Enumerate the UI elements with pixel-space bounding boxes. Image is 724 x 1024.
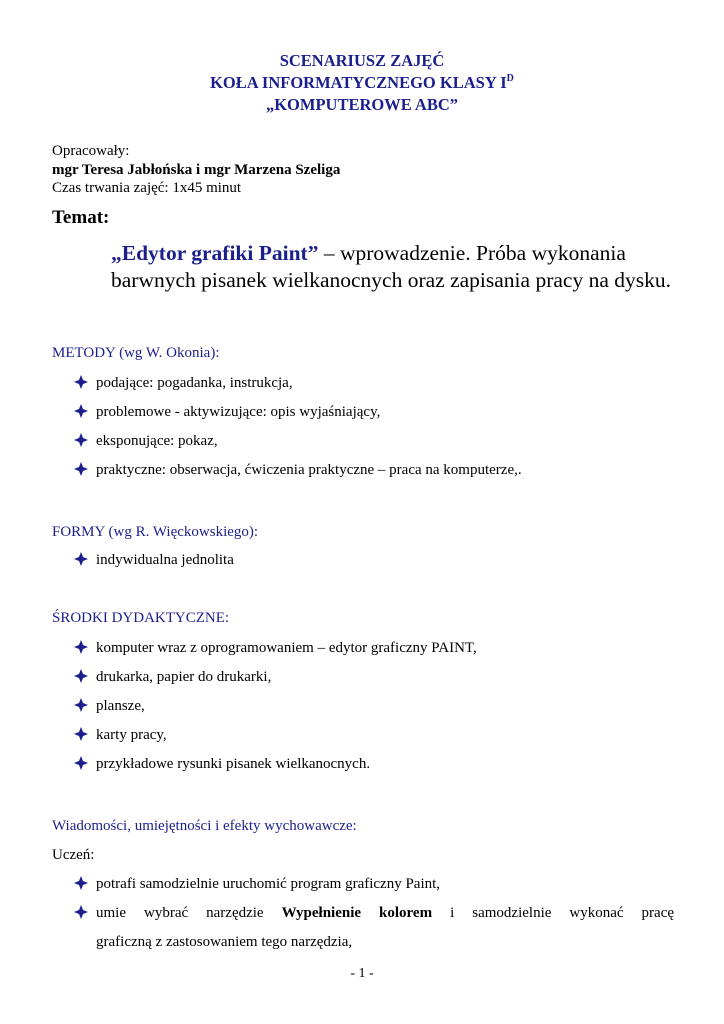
document-title bbox=[0, 50, 724, 116]
list-item: plansze, bbox=[74, 692, 674, 721]
student-label: Uczeń: bbox=[52, 847, 95, 863]
list-item: praktyczne: obserwacja, ćwiczenia praktyczne – praca na komputerze,. bbox=[74, 456, 674, 485]
list-item: indywidualna jednolita bbox=[74, 546, 674, 575]
outcome-line-2: graficzną z zastosowaniem tego narzędzia, bbox=[96, 934, 353, 950]
list-item: przykładowe rysunki pisanek wielkanocnych. bbox=[74, 750, 674, 779]
diamond-bullet-icon bbox=[74, 692, 88, 721]
diamond-bullet-icon bbox=[74, 369, 88, 398]
diamond-bullet-icon bbox=[74, 750, 88, 779]
topic-text bbox=[111, 240, 681, 294]
author-label: Opracowały: bbox=[52, 143, 130, 159]
diamond-bullet-icon bbox=[74, 427, 88, 456]
author-names: mgr Teresa Jabłońska i mgr Marzena Szeliga bbox=[52, 161, 341, 178]
page-number: - 1 - bbox=[350, 966, 374, 981]
topic-description: – wprowadzenie. Próba wykonania barwnych pisanek wielkanocnych oraz zapisania pracy na dysku. bbox=[111, 241, 671, 292]
list-item bbox=[74, 899, 674, 957]
list-item: drukarka, papier do drukarki, bbox=[74, 663, 674, 692]
author-block bbox=[52, 142, 340, 198]
aids-heading: ŚRODKI DYDAKTYCZNE: bbox=[52, 610, 230, 626]
outcomes-list bbox=[74, 870, 674, 957]
topic-quoted-title: „Edytor grafiki Paint” bbox=[111, 241, 319, 265]
topic-label: Temat: bbox=[52, 207, 110, 228]
diamond-bullet-icon bbox=[74, 899, 88, 928]
title-line-3: „KOMPUTEROWE ABC” bbox=[265, 95, 459, 114]
diamond-bullet-icon bbox=[74, 870, 88, 899]
list-item: eksponujące: pokaz, bbox=[74, 427, 674, 456]
title-line-1: SCENARIUSZ ZAJĘĆ bbox=[279, 51, 445, 70]
list-item: podające: pogadanka, instrukcja, bbox=[74, 369, 674, 398]
list-item: problemowe - aktywizujące: opis wyjaśniający, bbox=[74, 398, 674, 427]
outcome-line-1: umie wybrać narzędzie Wypełnienie kolorem i samodzielnie wykonać pracę bbox=[96, 905, 675, 921]
diamond-bullet-icon bbox=[74, 546, 88, 575]
forms-list bbox=[74, 546, 674, 575]
outcomes-heading: Wiadomości, umiejętności i efekty wychowawcze: bbox=[52, 818, 357, 834]
methods-list bbox=[74, 369, 674, 485]
tool-name: Wypełnienie kolorem bbox=[281, 905, 433, 921]
diamond-bullet-icon bbox=[74, 634, 88, 663]
aids-list bbox=[74, 634, 674, 779]
title-line-2: KOŁA INFORMATYCZNEGO KLASY $I^D$ bbox=[210, 73, 514, 92]
list-item: potrafi samodzielnie uruchomić program graficzny Paint, bbox=[74, 870, 674, 899]
list-item: komputer wraz z oprogramowaniem – edytor graficzny PAINT, bbox=[74, 634, 674, 663]
class-letter-superscript: D bbox=[506, 73, 514, 84]
diamond-bullet-icon bbox=[74, 456, 88, 485]
forms-heading: FORMY (wg R. Więckowskiego): bbox=[52, 524, 259, 540]
diamond-bullet-icon bbox=[74, 663, 88, 692]
duration-text: Czas trwania zajęć: 1x45 minut bbox=[52, 180, 242, 196]
diamond-bullet-icon bbox=[74, 721, 88, 750]
diamond-bullet-icon bbox=[74, 398, 88, 427]
methods-heading: METODY (wg W. Okonia): bbox=[52, 345, 220, 361]
list-item: karty pracy, bbox=[74, 721, 674, 750]
